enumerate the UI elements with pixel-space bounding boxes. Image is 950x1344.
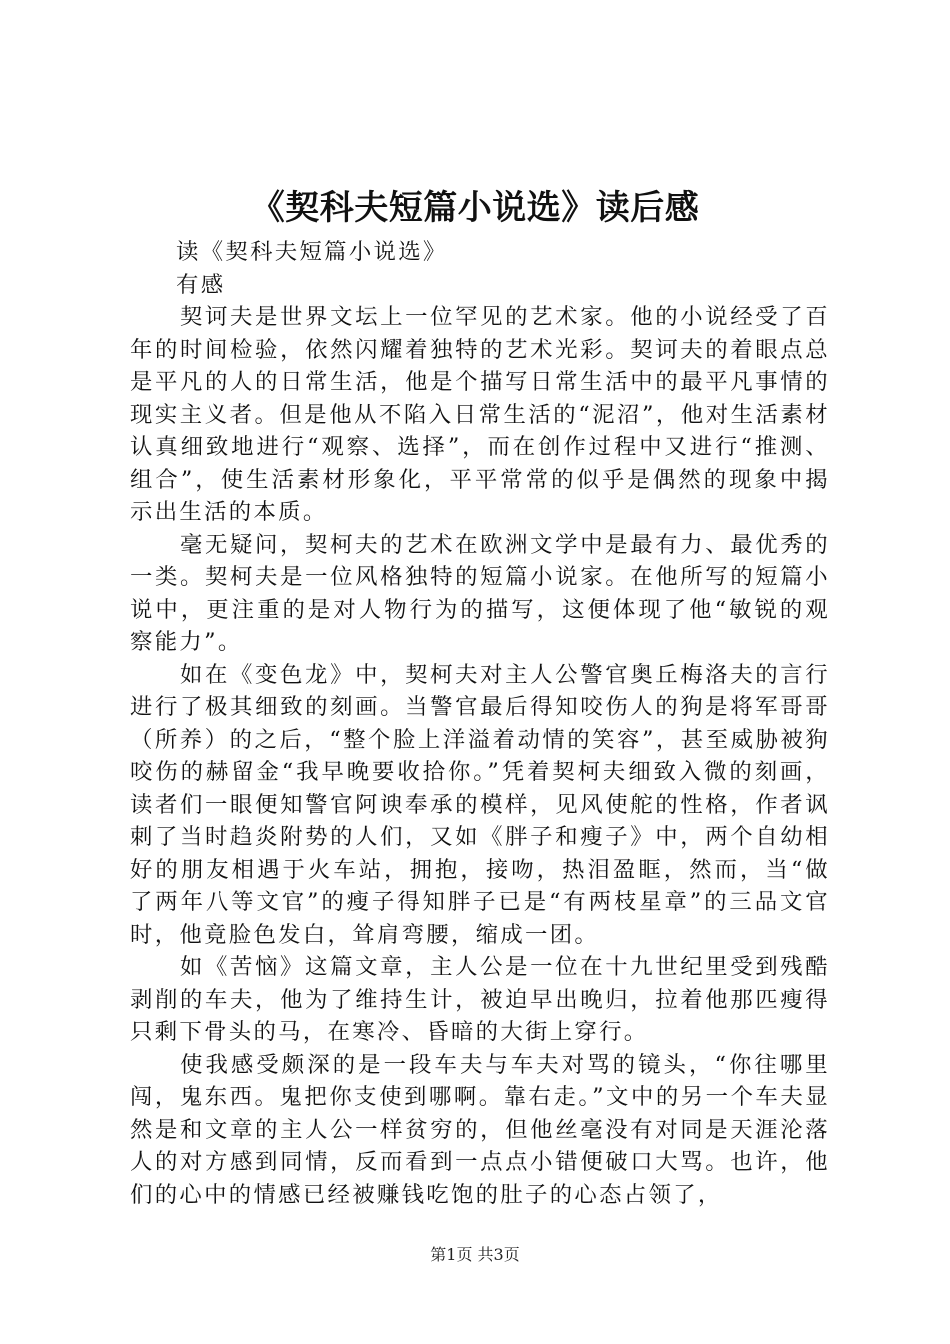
- paragraph: 如在《变色龙》中，契柯夫对主人公警官奥丘梅洛夫的言行进行了极其细致的刻画。当警官最后得知咬伤人的狗是将军哥哥（所养）的之后，“整个脸上洋溢着动情的笑容”，甚至威胁被狗咬伤的赫留金“我早晚要收拾你。”凭着契柯夫细致入微的刻画，读者们一眼便知警官阿谀奉承的模样，见风使舵的性格，作者讽刺了当时趋炎附势的人们，又如《胖子和瘦子》中，两个自幼相好的朋友相遇于火车站，拥抱，接吻，热泪盈眶，然而，当“做了两年八等文官”的瘦子得知胖子已是“有两枝星章”的三品文官时，他竟脸色发白，耸肩弯腰，缩成一团。: [130, 661, 830, 948]
- subtitle-line: 有感: [176, 271, 226, 298]
- page-number-footer: 第1页 共3页: [430, 1245, 520, 1264]
- paragraph: 契诃夫是世界文坛上一位罕见的艺术家。他的小说经受了百年的时间检验，依然闪耀着独特的艺术光彩。契诃夫的着眼点总是平凡的人的日常生活，他是个描写日常生活中的最平凡事情的现实主义者。但是他从不陷入日常生活的“泥沼”，他对生活素材认真细致地进行“观察、选择”，而在创作过程中又进行“推测、组合”，使生活素材形象化，平平常常的似乎是偶然的现象中揭示出生活的本质。: [130, 304, 830, 525]
- document-title: 《契科夫短篇小说选》读后感: [250, 188, 700, 228]
- paragraph: 毫无疑问，契柯夫的艺术在欧洲文学中是最有力、最优秀的一类。契柯夫是一位风格独特的短篇小说家。在他所写的短篇小说中，更注重的是对人物行为的描写，这便体现了他“敏锐的观察能力”。: [130, 531, 830, 655]
- paragraph: 使我感受颇深的是一段车夫与车夫对骂的镜头，“你往哪里闯，鬼东西。鬼把你支使到哪啊。靠右走。”文中的另一个车夫显然是和文章的主人公一样贫穷的，但他丝毫没有对同是天涯沦落人的对方感到同情，反而看到一点点小错便破口大骂。也许，他们的心中的情感已经被赚钱吃饱的肚子的心态占领了，: [130, 1051, 830, 1208]
- subtitle-line: 读《契科夫短篇小说选》: [176, 239, 448, 265]
- document-body: [130, 236, 830, 1211]
- paragraph: 如《苦恼》这篇文章，主人公是一位在十九世纪里受到残酷剥削的车夫，他为了维持生计，被迫早出晚归，拉着他那匹瘦得只剩下骨头的马，在寒冷、昏暗的大街上穿行。: [130, 954, 830, 1045]
